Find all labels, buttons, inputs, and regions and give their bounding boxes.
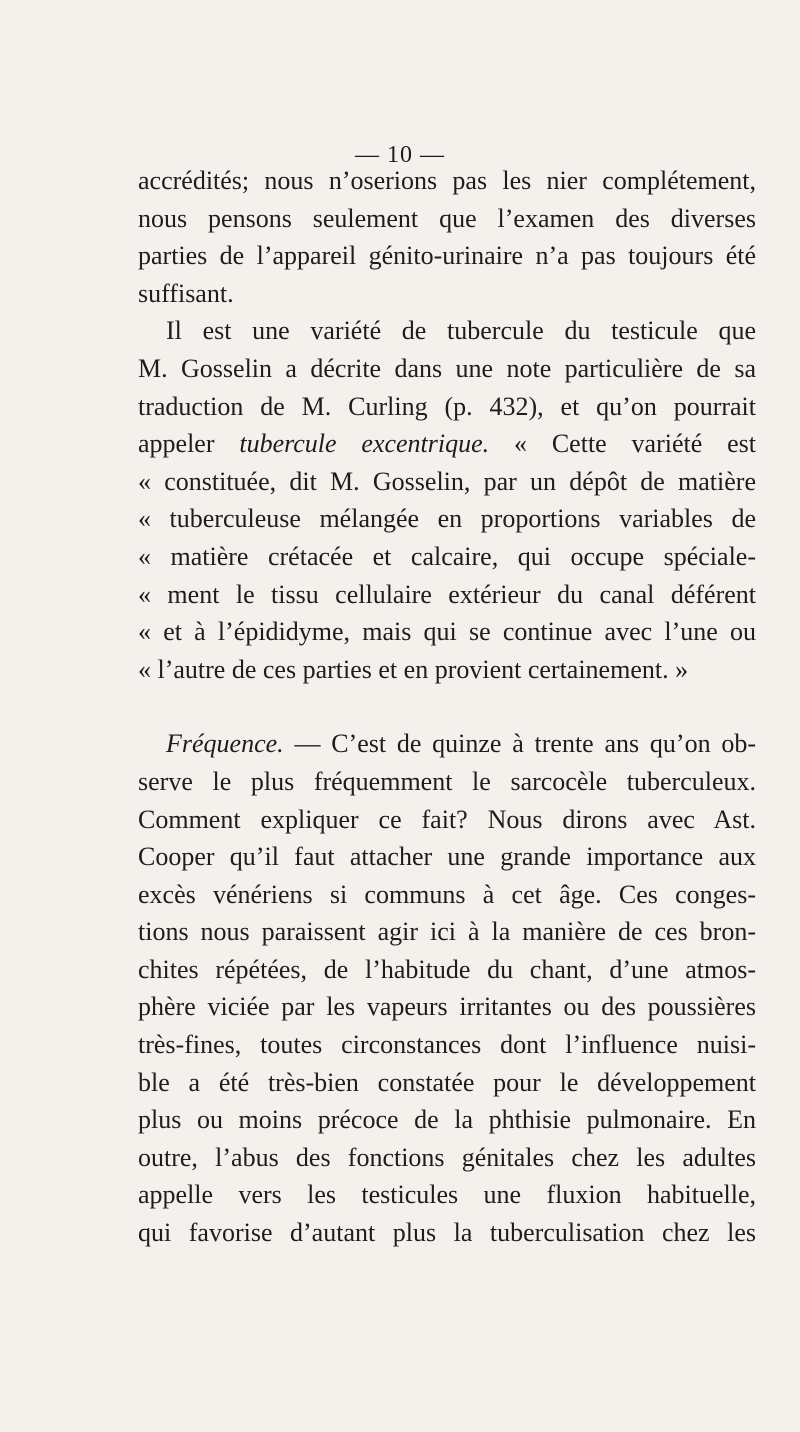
text-line-with-italic (138, 725, 756, 763)
text-line: serve le plus fréquemment le sarcocèle tuberculeux. (138, 766, 756, 796)
quote-line: « ment le tissu cellulaire extérieur du canal déférent (138, 579, 756, 609)
text-line: très-fines, toutes circonstances dont l’influence nuisi- (138, 1030, 756, 1060)
italic-term: tubercule excentrique. (239, 429, 490, 459)
text-line: phère viciée par les vapeurs irritantes ou des poussières (138, 992, 756, 1022)
text-segment: appeler (138, 429, 240, 459)
text-line: ble a été très-bien constatée pour le développement (138, 1067, 756, 1097)
text-line: chites répétées, de l’habitude du chant, d’une atmos- (138, 954, 756, 984)
text-line: accrédités; nous n’oserions pas les nier complétement, (138, 166, 756, 195)
quote-line: « constituée, dit M. Gosselin, par un dépôt de matière (138, 466, 756, 496)
text-line: Cooper qu’il faut attacher une grande importance aux (138, 842, 756, 872)
quote-line: « matière crétacée et calcaire, qui occupe spéciale- (138, 541, 756, 571)
text-line: tions nous paraissent agir ici à la manière de ces bron- (138, 917, 756, 947)
body-text (138, 162, 756, 1252)
quote-line: « et à l’épididyme, mais qui se continue avec l’une ou (138, 617, 756, 647)
text-line: parties de l’appareil génito-urinaire n’a pas toujours été (138, 241, 756, 271)
section-heading-italic: Fréquence. (166, 729, 284, 759)
text-line: Comment expliquer ce fait? Nous dirons avec Ast. (138, 804, 756, 834)
text-line: qui favorise d’autant plus la tuberculisation chez les (138, 1218, 756, 1248)
text-line: Il est une variété de tubercule du testicule que (166, 316, 756, 346)
paragraph-gap (138, 688, 756, 725)
text-line: appelle vers les testicules une fluxion habituelle, (138, 1180, 756, 1210)
text-line: suffisant. (138, 278, 234, 308)
text-segment: « Cette variété est (489, 429, 756, 459)
page-number: — 10 — (355, 142, 445, 168)
quote-line: « l’autre de ces parties et en provient certainement. » (138, 654, 689, 684)
text-line: traduction de M. Curling (p. 432), et qu’on pourrait (138, 391, 756, 421)
text-line: excès vénériens si communs à cet âge. Ces conges- (138, 879, 756, 909)
text-line: nous pensons seulement que l’examen des diverses (138, 203, 756, 233)
text-line-with-italic (138, 425, 756, 463)
quote-line: « tuberculeuse mélangée en proportions variables de (138, 504, 756, 534)
text-line: outre, l’abus des fonctions génitales chez les adultes (138, 1142, 756, 1172)
text-segment: — C’est de quinze à trente ans qu’on ob- (283, 729, 756, 759)
text-line: plus ou moins précoce de la phthisie pulmonaire. En (138, 1105, 756, 1135)
text-line: M. Gosselin a décrite dans une note particulière de sa (138, 353, 756, 383)
